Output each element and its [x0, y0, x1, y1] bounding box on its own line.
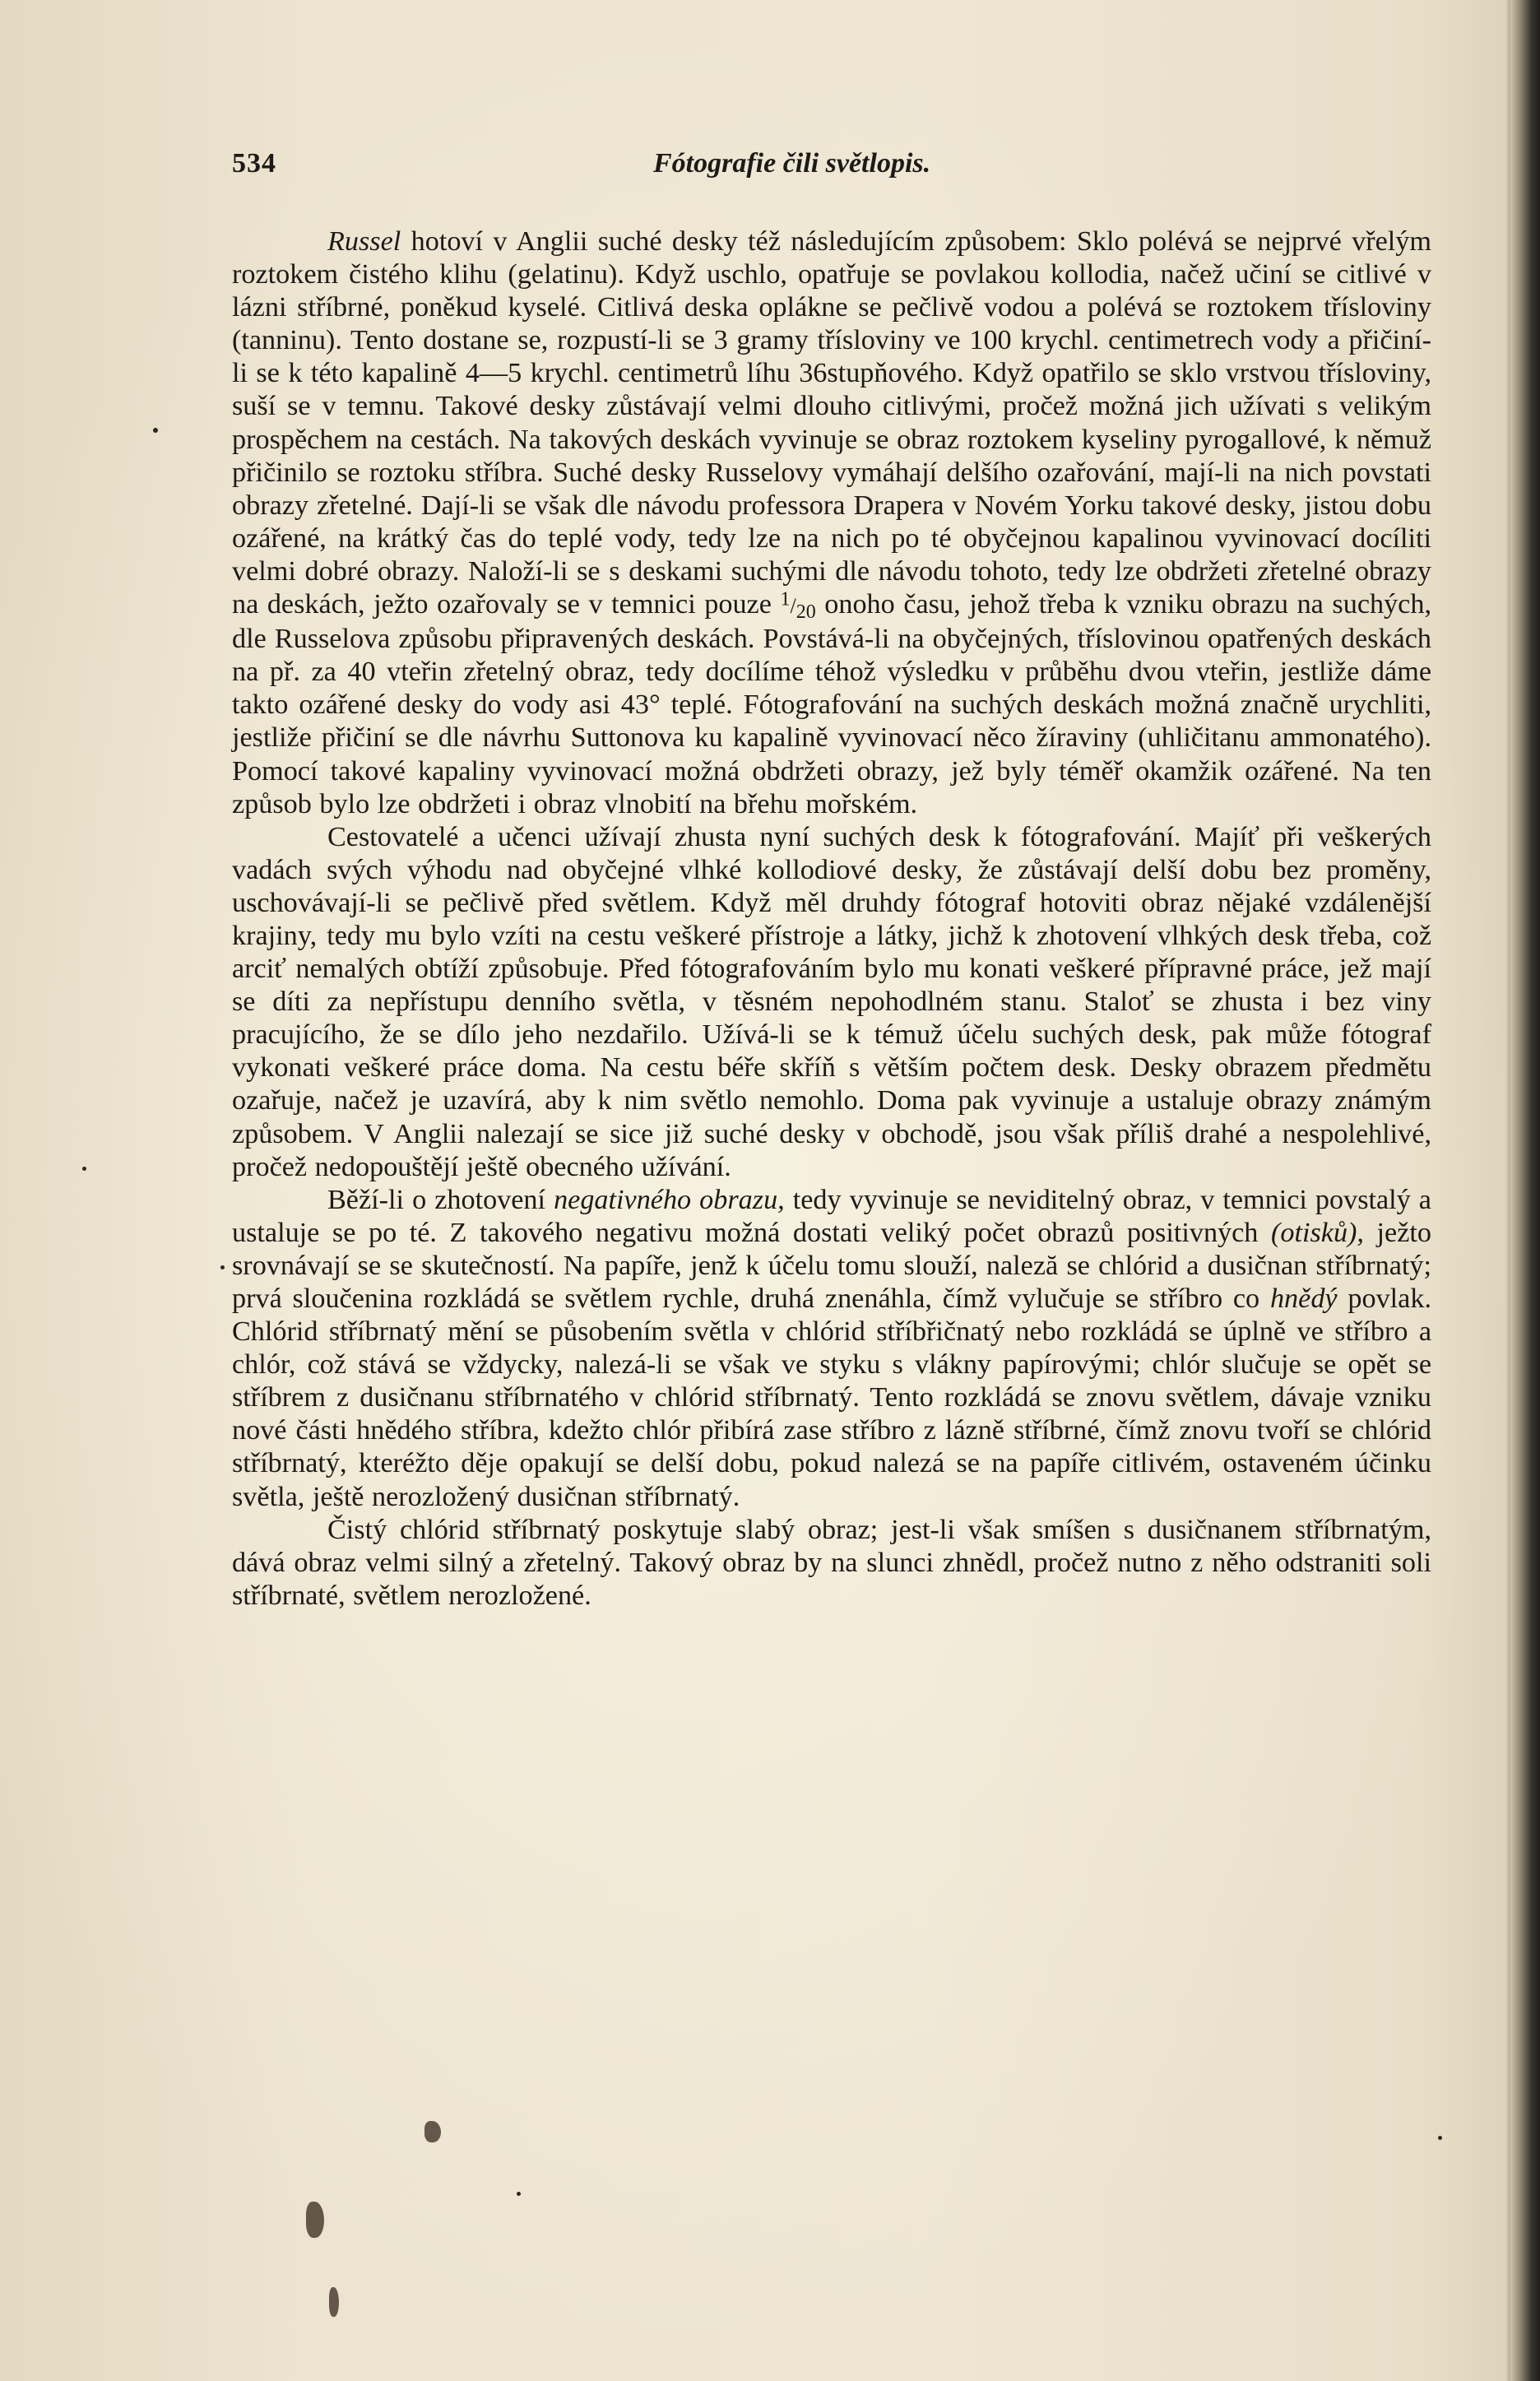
paragraph-1-tail: onoho času, jehož třeba k vzniku obrazu na suchých, dle Russelova způsobu připravených deskách. Povstává-li na obyčejných, tříslovinou opatřených deskách na př. za 40 vteřin zřetelný obraz, tedy docílíme téhož výsledku v průběhu dvou vteřin, jestliže dáme takto ozářené desky do vody asi 43° teplé. Fótografování na suchých deskách možná značně urychliti, jestliže přičiní se dle návrhu Suttonova ku kapalině vyvinovací něco žíraviny (uhličitanu ammonatého). Pomocí takové kapaliny vyvinovací možná obdržeti obrazy, jež byly téměř okamžik ozářené. Na ten způsob bylo lze obdržeti i obraz vlnobití na břehu mořském.: [232, 589, 1431, 819]
ink-speck: [153, 428, 158, 433]
book-spine: [1510, 0, 1540, 2381]
paragraph-3-italic-1: negativného obrazu,: [554, 1184, 785, 1215]
page-header: [232, 148, 1433, 189]
paragraph-2: Cestovatelé a učenci užívají zhusta nyní suchých desk k fótografování. Majíť při veškerých vadách svých výhodu nad obyčejné vlhké kollodiové desky, že zůstávají delší dobu bez proměny, uschovávají-li se pečlivě před světlem. Když měl druhdy fótograf hotoviti obraz nějaké vzdálenější krajiny, tedy mu bylo vzíti na cestu veškeré přístroje a látky, jichž k zhotovení vlhkých desk třeba, což arciť nemalých obtíží způsobuje. Před fótografováním bylo mu konati veškeré přípravné práce, jež mají se díti za nepřístupu denního světla, v těsném nepohodlném stanu. Staloť se zhusta i bez viny pracujícího, že se dílo jeho nezdařilo. Užívá-li se k témuž účelu suchých desk, pak může fótograf vykonati veškeré práce doma. Na cestu béře skříň s větším počtem desk. Desky obrazem předmětu ozařuje, načež je uzavírá, aby k nim světlo nemohlo. Doma pak vyvinuje a ustaluje obrazy známým způsobem. V Anglii nalezají se sice již suché desky v obchodě, jsou však příliš drahé a nespolehlivé, pročež nedopouštějí ještě obecného užívání.: [232, 821, 1431, 1182]
ink-smudge: [306, 2202, 324, 2238]
ink-speck: [517, 2192, 521, 2196]
body-text: [232, 225, 1431, 1613]
paragraph-1-text: hotoví v Anglii suché desky též následujícím způsobem: Sklo polévá se nejprvé vřelým roztokem čistého klihu (gelatinu). Když uschlo, opatřuje se povlakou kollodia, načež učiní se citlivé v lázni stříbrné, poněkud kyselé. Citlivá deska oplákne se pečlivě vodou a polévá se roztokem třísloviny (tanninu). Tento dostane se, rozpustí-li se 3 gramy třísloviny ve 100 krychl. centimetrech vody a přičiní-li se k této kapalině 4—5 krychl. centimetrů líhu 36stupňového. Když opatřilo se sklo vrstvou třísloviny, suší se v temnu. Takové desky zůstávají velmi dlouho citlivými, pročež možná jich užívati s velikým prospěchem na cestách. Na takových deskách vyvinuje se obraz roztokem kyseliny pyrogallové, k němuž přičinilo se roztoku stříbra. Suché desky Russelovy vymáhají delšího ozařování, mají-li na nich povstati obrazy zřetelné. Dají-li se však dle návodu professora Drapera v Novém Yorku takové desky, jistou dobu ozářené, na krátký čas do teplé vody, tedy lze na nich po té obyčejnou kapalinou vyvinovací docíliti velmi dobré obrazy. Naloží-li se s deskami suchými dle návodu tohoto, tedy lze obdržeti zřetelné obrazy na deskách, ježto ozařovaly se v temnici pouze: [232, 226, 1431, 620]
ink-smudge: [424, 2121, 441, 2142]
ink-speck: [1438, 2136, 1442, 2140]
paragraph-1: [232, 225, 1431, 821]
ink-speck: [82, 1167, 86, 1171]
paragraph-3: [232, 1184, 1431, 1514]
fraction-numerator: 1: [780, 588, 791, 610]
page-number: 534: [232, 148, 276, 179]
paragraph-3-italic-3: hnědý: [1269, 1283, 1338, 1314]
paragraph-3-a: Běží-li o zhotovení: [327, 1184, 554, 1215]
paragraph-3-italic-2: (otisků),: [1270, 1217, 1364, 1248]
ink-speck: [220, 1265, 225, 1269]
paragraph-3-b: tedy vyvinuje se neviditelný obraz, v temnici povstalý a ustaluje se po té. Z takového negativu možná dostati veliký počet obrazů positivných: [232, 1184, 1431, 1248]
running-title: Fótografie čili světlopis.: [653, 148, 931, 179]
paragraph-3-c: ježto srovnávají se se skutečností. Na papíře, jenž k účelu tomu slouží, naleză se chlórid a dusičnan stříbrnatý; prvá sloučenina rozkládá se světlem rychle, druhá znenáhla, čímž vylučuje se stříbro co: [232, 1217, 1431, 1314]
fraction-denominator: 20: [796, 601, 816, 624]
fraction: $^1/_{20}$: [780, 588, 816, 624]
paragraph-3-d: povlak. Chlórid stříbrnatý mění se působením světla v chlórid stříbřičnatý nebo rozkládá se úplně ve stříbro a chlór, což stává se vždycky, nalezá-li se však ve styku s vlákny papírovými; chlór slučuje se opět se stříbrem z dusičnanu stříbrnatého v chlórid stříbrnatý. Tento rozkládá se znovu světlem, dávaje vzniku nové části hnědého stříbra, kdežto chlór přibírá zase stříbro z lázně stříbrné, čímž znovu tvoří se chlórid stříbrnatý, kteréžto děje opakují se delší dobu, pokud nalezá se na papíře citlivém, ostaveném účinku světla, ještě nerozložený dusičnan stříbrnatý.: [232, 1283, 1431, 1512]
paragraph-4: Čistý chlórid stříbrnatý poskytuje slabý obraz; jest-li však smíšen s dusičnanem stříbrnatým, dává obraz velmi silný a zřetelný. Takový obraz by na slunci zhnědl, pročež nutno z něho odstraniti soli stříbrnaté, světlem nerozložené.: [232, 1514, 1431, 1611]
ink-smudge: [329, 2287, 339, 2317]
paragraph-1-lead: Russel: [327, 226, 401, 257]
